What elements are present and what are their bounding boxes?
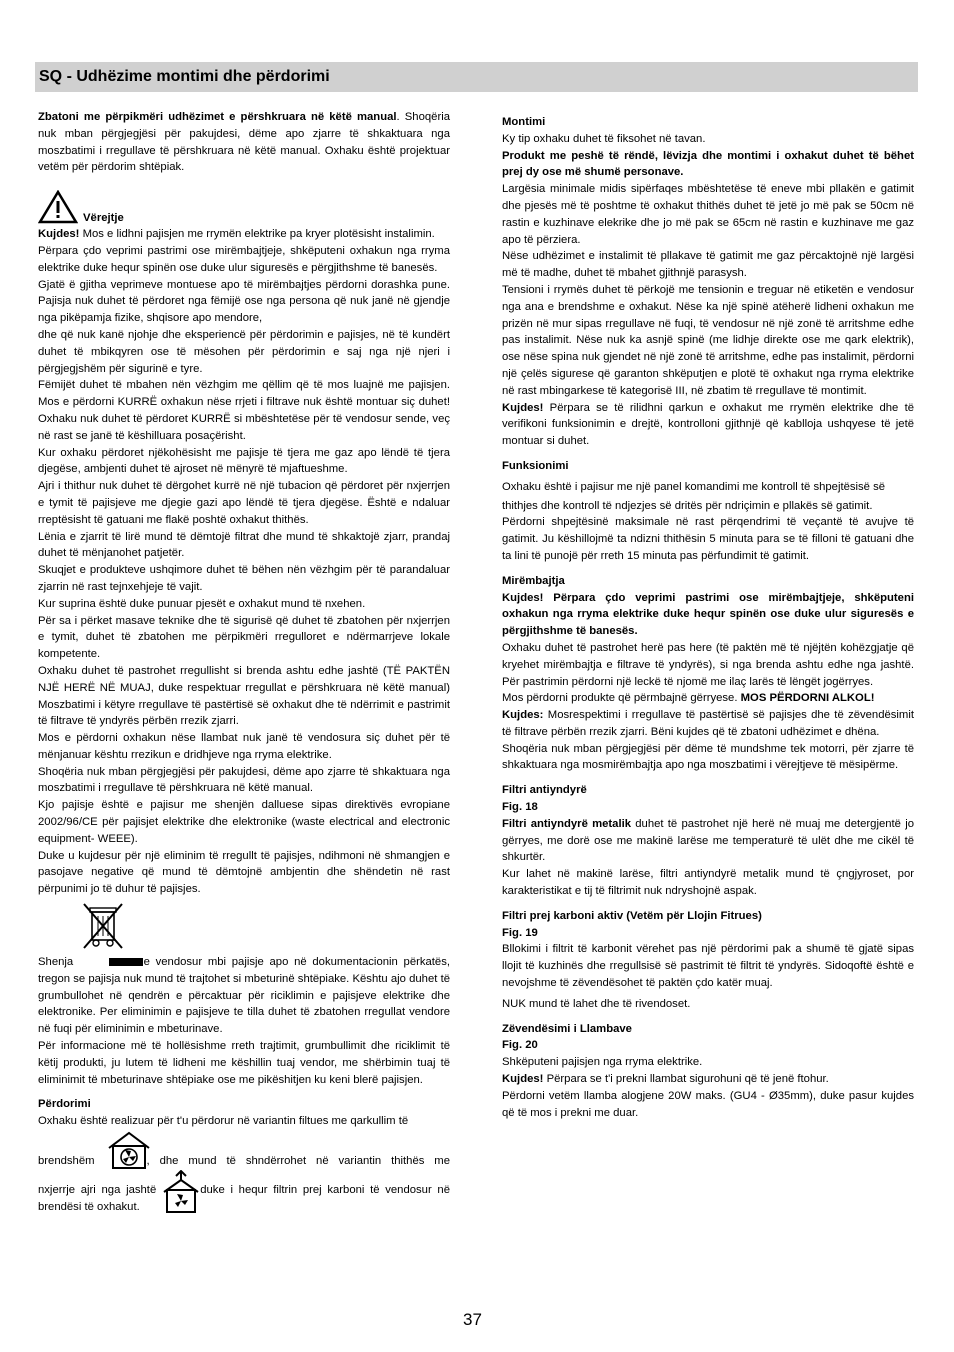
text: , dhe mund të shndërrohet në variantin thithës me: [146, 1155, 450, 1168]
paragraph: [38, 954, 450, 1038]
paragraph: Tensioni i rrymës duhet të përkojë me tensionin e treguar në etiketën e vendosur nga ana e brendshme e oxhakut. Nëse ka një spinë atëherë lidheni oxhakun me prizën në mur sipas rregullave në fuqi, të vendosur në një zonë të arritshme edhe pas instalimit. Nëse nuk ka asnjë spinë (me lidhje direkte ose me qark elektrik), ose nëse spina nuk gjendet në një zonë të arritshme, edhe pas instalimit, përdorni një çelës sigurese që garanton shkëputjen e plotë të oxhakut nga rryma elektrike në rast mbingarkese të kategorisë III, në zbatim të rregullave të montimit.: [502, 283, 914, 397]
paragraph-bold: Produkt me peshë të rëndë, lëvizja dhe montimi i oxhakut duhet të bëhet prej dy ose më shumë personave.: [502, 149, 914, 179]
paragraph: Kur lahet në makinë larëse, filtri antiyndyrë metalik mund të çngjyroset, por karakteristikat e tij të filtrimit nuk ndryshojnë aspak.: [502, 868, 914, 898]
montimi-title: Montimi: [502, 116, 546, 128]
text: Përpara se të rilidhni qarkun e oxhakut me rrymën elektrike dhe të verifikoni funksionimin e drejtë, kontrolloni gjithnjë që kablloja ushqyese të jetë montuar si duhet.: [502, 401, 914, 448]
text: nxjerrje ajri nga jashtë: [38, 1184, 157, 1197]
intro-bold: Zbatoni me përpikmëri udhëzimet e përshkruara në këtë manual: [38, 111, 397, 123]
recirculation-mode-icon: [106, 1130, 152, 1170]
paragraph: Largësia minimale midis sipërfaqes mbështetëse të eneve mbi pllakën e gatimit dhe pjesës më të poshtme të oxhakut thithës duhet të jetë jo më pak se 50cm në rastin e kuzhinave elekrike dhe jo më pak se 65cm në rastin e kuzhinave me gaz apo të përziera.: [502, 183, 914, 246]
paragraph: Lënia e zjarrit të lirë mund të dëmtojë filtrat dhe mund të shkaktojë zjarr, prandaj duhet të mënjanohet patjetër.: [38, 530, 450, 560]
section-header: [35, 62, 918, 92]
paragraph: Bllokimi i filtrit të karbonit vërehet pas një përdorimi pak a shumë të gjatë sipas llojit të kuzhinës dhe rregullsisë së pastrimit të filtrit të yndyrës. Sidoqoftë është e nevojshme të zëvendësohet të paktën çdo katër muaj.: [502, 943, 914, 990]
recirculation-line: [38, 1130, 450, 1170]
kujdes-label: Kujdes!: [502, 401, 544, 414]
figure-ref: Fig. 19: [502, 926, 538, 939]
paragraph: Shoqëria nuk mban përgjegjësi për dëme të mundshme tek motorri, për zjarre të shkaktuara nga mosmirëmbajtja apo nga moszbatimi i vërejtjeve të mësipërme.: [502, 742, 914, 772]
kujdes-label: Kujdes!: [38, 228, 80, 241]
paragraph: [502, 1071, 914, 1088]
paragraph: Nëse udhëzimet e instalimit të pllakave të gatimit me gaz përcaktojnë një largësi më të madhe, duhet të mbahet gjithnjë parasysh.: [502, 250, 914, 280]
kujdes-label: Kujdes!: [502, 1073, 544, 1086]
paragraph: dhe që nuk kanë njohje dhe eksperiencë për përdorimin e pajisjes, në të kundërt duhet të mbikqyren ose të mësohen për përdorimin e saj nga një njeri i përgjegjshëm për sigurinë e tyre.: [38, 328, 450, 375]
paragraph: Për informacione më të hollësishme rreth trajtimit, grumbullimit dhe riciklimit të këtij produkti, ju lutem të lidheni me këshillin tuaj vendor, me shërbimin tuaj të eliminimit të mbeturinave shtëpiake ose me pikëshitjen ku keni blerë pajisjen.: [38, 1040, 450, 1086]
extraction-mode-icon: [162, 1170, 200, 1214]
paragraph: Shoqëria nuk mban përgjegjësi për pakujdesi, dëme apo zjarre të shkaktuara nga moszbatimi i rregullave të përshkruara në këtë manual.: [38, 765, 450, 795]
paragraph: [38, 226, 450, 243]
paragraph: Gjatë ë gjitha veprimeve montuese apo të mirëmbajtjes përdorni dorashka pune. Pajisja nuk duhet të përdoret nga fëmijë ose nga persona që nuk janë në gjendje nga pikëpamja fizike, shqisore apo mendore,: [38, 278, 450, 325]
page-title: SQ - Udhëzime montimi dhe përdorimi: [39, 68, 330, 85]
intro-paragraph: [38, 109, 450, 176]
paragraph: Ajri i thithur nuk duhet të dërgohet kurrë në një tubacion që përdoret për nxjerrjen e tymit të pajisjeve me djegie gazi apo lëndë të tjera djegëse. Është e ndaluar rreptësisht të gatuani me flakë poshtë oxhakut thithës.: [38, 480, 450, 526]
text: duhet të pastrohet një herë në muaj me detergjentë jo gërryes, me dorë ose me makinë larëse me temperaturë të ulët dhe me cikël të shkurtër.: [502, 817, 914, 864]
warning-title: Vërejtje: [83, 212, 124, 225]
paragraph: Oxhaku duhet të pastrohet herë pas here (të paktën më të njëjtën kohëzgjatje që kryehet mirëmbajtja e filtrave të yndyrës), si nga brenda ashtu edhe nga jashtë. Për pastrimin përdorni një leckë të njomë me ilaç larës të lëngët jogërryes.: [502, 641, 914, 688]
intro-rest: . Shoqëria nuk mban përgjegjësi për pakujdesi, dëme apo zjarre të shkaktuara nga moszbatimi i rregullave të përshkruara në këtë manual. Oxhaku është projektuar vetëm për përdorim shtëpiak.: [38, 111, 450, 174]
paragraph: [502, 816, 914, 866]
paragraph: [502, 400, 914, 450]
text: e vendosur mbi pajisje apo në dokumentacionin përkatës, tregon se pajisja nuk mund të trajtohet si mbeturinë shtëpiake. Kështu ajo duhet të grumbullohet në qendrën e përcaktuar për riciklimin e pajisjeve elektrike dhe elektronike. Per eliminimin e pajisjeve te tilla duhet të zbatohen rregullat vendore në fuqi për eliminimin e mbeturinave.: [38, 956, 450, 1036]
text: Filtri antiyndyrë metalik: [502, 817, 632, 830]
text: Përpara se t'i prekni llambat sigurohuni që të jenë ftohur.: [543, 1073, 829, 1086]
figure-ref: Fig. 18: [502, 801, 538, 814]
text: MOS PËRDORNI ALKOL!: [740, 692, 875, 705]
text: duke i hequr filtrin prej karboni të vendosur në brendësi të oxhakut.: [38, 1184, 451, 1214]
text: Mosrespektimi i rregullave të pastërtisë së pajisjes dhe të zëvendësimit të filtrave përbën rrezik zjarri. Bëni kujdes që të zbatoni udhëzimet e dhëna.: [502, 709, 914, 738]
left-column: [38, 109, 450, 1216]
paragraph-bold: Kujdes! Përpara çdo veprimi pastrimi ose mirëmbajtjeje, shkëputeni oxhakun nga rryma elektrike duke hequr spinën ose duke ulur siguresës e përgjithshme të banesës.: [502, 591, 914, 638]
paragraph: Duke u kujdesur për një eliminim të rregullt të pajisjes, ndihmoni në shmangjen e pasojave negative që mund të dëmtojnë ambjentin dhe shëndetin në rast përpunimi jo të duhur të pajisjes.: [38, 849, 450, 896]
paragraph: Oxhaku është i pajisur me një panel komandimi me kontroll të shpejtësisë së: [502, 480, 886, 493]
warning-triangle-icon: [38, 190, 78, 224]
right-column: [502, 114, 914, 1121]
weee-symbol-row: [38, 902, 450, 954]
text: brendshëm: [38, 1155, 95, 1168]
paragraph: Oxhaku është realizuar për t'u përdorur në variantin filtues me qarkullim të: [38, 1115, 409, 1128]
paragraph: Fëmijët duhet të mbahen nën vëzhgim me qëllim që të mos luajnë me pajisjen. Mos e përdorni KURRË oxhakun nëse rrjeti i filtrave nuk është montuar siç duhet! Oxhaku nuk duhet të përdoret KURRË si mbështetëse për të vendosur sende, veç në rast se janë të këshilluara posaçërisht.: [38, 379, 450, 442]
llamba-title: Zëvendësimi i Llambave: [502, 1022, 632, 1035]
text: Shenja: [38, 956, 74, 969]
paragraph: Skuqjet e produkteve ushqimore duhet të bëhen nën vëzhgim për të parandaluar zjarrin në rast tejnxehjeje të vajit.: [38, 564, 450, 593]
paragraph: thithjes dhe kontroll të ndjezjes së dritës për ndriçimin e pllakës së gatimit.: [502, 499, 873, 512]
paragraph: [502, 707, 914, 741]
paragraph: Mos e përdorni oxhakun nëse llambat nuk janë të vendosura siç duhet për të mënjanuar kështu rrezikun e dridhjeve nga rryma elektrike.: [38, 732, 450, 761]
kujdes-label: Kujdes:: [502, 709, 544, 722]
paragraph: Ky tip oxhaku duhet të fiksohet në tavan.: [502, 132, 706, 145]
paragraph: Përdorni vetëm llamba alogjene 20W maks. (GU4 - Ø35mm), duke pasur kujdes që të mos i prekni me duar.: [502, 1089, 914, 1119]
figure-ref: Fig. 20: [502, 1039, 538, 1052]
text: Mos përdorni produkte që përmbajnë gërryese.: [502, 692, 741, 705]
paragraph: NUK mund të lahet dhe të rivendoset.: [502, 997, 691, 1010]
text: Mos e lidhni pajisjen me rrymën elektrike pa kryer plotësisht instalimin.: [79, 228, 435, 241]
text: [38, 1182, 450, 1216]
crossed-bin-icon: [80, 902, 126, 952]
paragraph: [502, 690, 914, 707]
paragraph: Kur suprina është duke punuar pjesët e oxhakut mund të nxehen.: [38, 597, 366, 610]
paragraph: Shkëputeni pajisjen nga rryma elektrike.: [502, 1056, 703, 1069]
filtri-title: Filtri antiyndyrë: [502, 784, 587, 797]
mirembajtja-title: Mirëmbajtja: [502, 574, 565, 587]
page-number: 37: [463, 1310, 482, 1329]
paragraph: Përpara çdo veprimi pastrimi ose mirëmbajtjeje, shkëputeni oxhakun nga rryma elektrike duke hequr spinën ose duke ulur siguresës e përgjithshme të banesës.: [38, 244, 450, 274]
extraction-line: [38, 1170, 450, 1216]
funksionimi-title: Funksionimi: [502, 459, 569, 472]
paragraph: Oxhaku duhet të pastrohet rregullisht si brenda ashtu edhe jashtë (TË PAKTËN NJË HERË NË MUAJ, duke respektuar rregullat e përshkruara në këtë manual) Moszbatimi i këtyre rregullave të pastërtisë së oxhakut dhe të ndërrimit e pastrimit të filtrave të yndyrës përbën rrezik zjarri.: [38, 664, 450, 728]
perdorimi-title: Përdorimi: [38, 1098, 91, 1111]
paragraph: Kjo pajisje është e pajisur me shenjën dalluese sipas direktivës evropiane 2002/96/CE për pajisjet elektrike dhe elektronike (waste electrical and electronic equipment- WEEE).: [38, 799, 450, 845]
paragraph: Për sa i përket masave teknike dhe të sigurisë që duhet të zbatohen për nxjerrjen e tymit, duhet të zbatohen me përpikmëri rregulloret e ndërmarrjeve lokale kompetente.: [38, 614, 450, 661]
paragraph: Kur oxhaku përdoret njëkohësisht me pajisje të tjera me gaz apo lëndë të tjera djegëse, ambjenti duhet të ajroset në mënyrë të mjaftueshme.: [38, 446, 450, 476]
karboni-title: Filtri prej karboni aktiv (Vetëm për Llojin Fitrues): [502, 909, 762, 922]
warning-heading: [38, 190, 450, 226]
black-bar-mark: [109, 958, 143, 966]
paragraph: Përdorni shpejtësinë maksimale në rast përqendrimi të veçantë të avujve të gatimit. Ju këshillojmë ta ndizni thithësin 5 minuta para se të filloni të gatuani dhe ta lini të punojë për rreth 15 minuta pas përfundimit të gatimit.: [502, 516, 914, 562]
text: [38, 1153, 450, 1170]
